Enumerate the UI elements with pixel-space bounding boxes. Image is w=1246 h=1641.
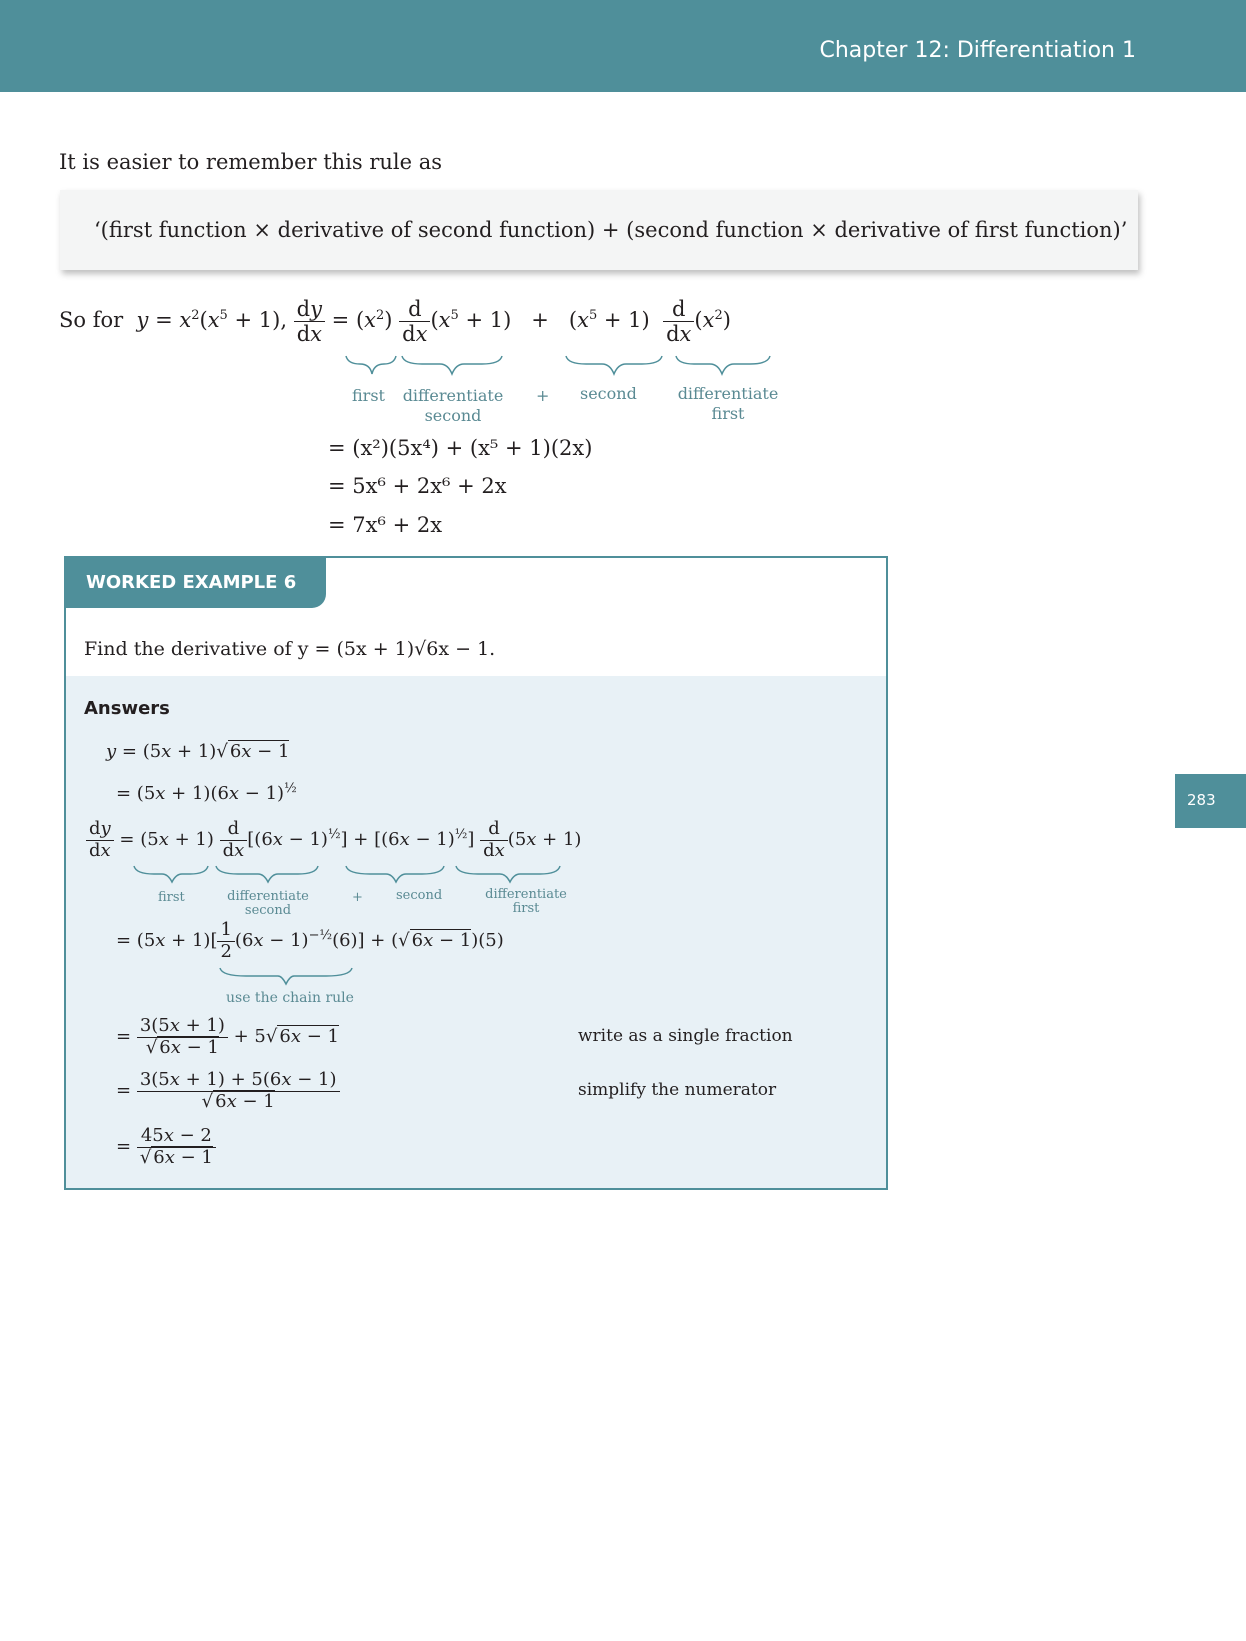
note-simplify: simplify the numerator — [578, 1080, 777, 1100]
answer-line-4: = (5x + 1)[ $\frac{1}{2}$ $(6x - 1)^{-\frac{1}{2}}(6)$] + (√ 6x − 1)(5) — [116, 919, 504, 962]
worked-example-header — [66, 558, 326, 608]
example-step-1: = (x²)(5x⁴) + (x⁵ + 1)(2x) — [328, 436, 593, 460]
we-label-second: second — [396, 888, 443, 903]
answers-panel — [66, 676, 886, 1188]
answer-line-3: $\frac{dy}{dx}$ = (5x + 1) $\frac{d}{dx}$ $[(6x - 1)^{\frac{1}{2}}] + [(6x - 1)^{\frac{1}{2}}]$ $\frac{d}{dx}$ (5x + 1) — [86, 819, 581, 861]
answer-line-2: = $(5x + 1)(6x - 1)^{\frac{1}{2}}$ — [116, 781, 297, 804]
worked-example-box — [64, 556, 888, 1190]
page-number-tab — [1175, 774, 1246, 828]
answer-line-6: = $\frac{3(5x + 1) + 5(6x - 1)}{√ 6x - 1}$ — [116, 1070, 340, 1112]
chapter-title: Chapter 12: Differentiation 1 — [819, 38, 1136, 63]
example-step-3: = 7x⁶ + 2x — [328, 513, 443, 537]
label-differentiate-first: differentiate first — [677, 384, 779, 423]
label-second: second — [580, 384, 637, 403]
example-step-2: = 5x⁶ + 2x⁶ + 2x — [328, 474, 507, 498]
rule-box — [60, 190, 1138, 270]
rule-text: ‘(first function × derivative of second function) + (second function × derivative of first function)’ — [94, 218, 1128, 242]
label-plus: + — [536, 386, 550, 405]
answers-heading: Answers — [84, 698, 170, 719]
worked-example-question: Find the derivative of y = (5x + 1)√6x − 1. — [84, 638, 496, 660]
intro-text: It is easier to remember this rule as — [59, 150, 443, 174]
page-number: 283 — [1187, 791, 1216, 809]
example-equation: So for $y = x^2(x^5 + 1)$, $\frac{dy}{dx}$ = $(x^2)$ $\frac{d}{dx}$ $(x^5 + 1) + (x^5 + 1)$ $\frac{d}{dx}$ $(x^2)$ — [59, 297, 731, 347]
we-label-plus: + — [352, 890, 363, 905]
label-chain-rule: use the chain rule — [226, 990, 354, 1006]
worked-example-title: WORKED EXAMPLE 6 — [86, 572, 297, 593]
we-label-first: first — [158, 890, 185, 905]
we-label-differentiate-second: differentiate second — [227, 889, 309, 918]
note-single-fraction: write as a single fraction — [578, 1026, 793, 1046]
label-first: first — [352, 386, 385, 405]
answer-line-5: = $\frac{3(5x + 1)}{√ 6x - 1}$ + 5√ 6x − 1 — [116, 1015, 339, 1058]
label-differentiate-second: differentiate second — [402, 386, 504, 425]
answer-line-1: y = (5x + 1)√ 6x − 1 — [106, 741, 290, 762]
answer-line-7: = $\frac{45x - 2}{√ 6x - 1}$ — [116, 1126, 216, 1168]
brace-chain — [216, 966, 356, 986]
braces-worked — [130, 862, 570, 886]
chapter-header-bar — [0, 0, 1246, 92]
braces-top — [340, 352, 780, 378]
we-label-differentiate-first: differentiate first — [485, 887, 567, 916]
example-lead: So for — [59, 308, 124, 333]
